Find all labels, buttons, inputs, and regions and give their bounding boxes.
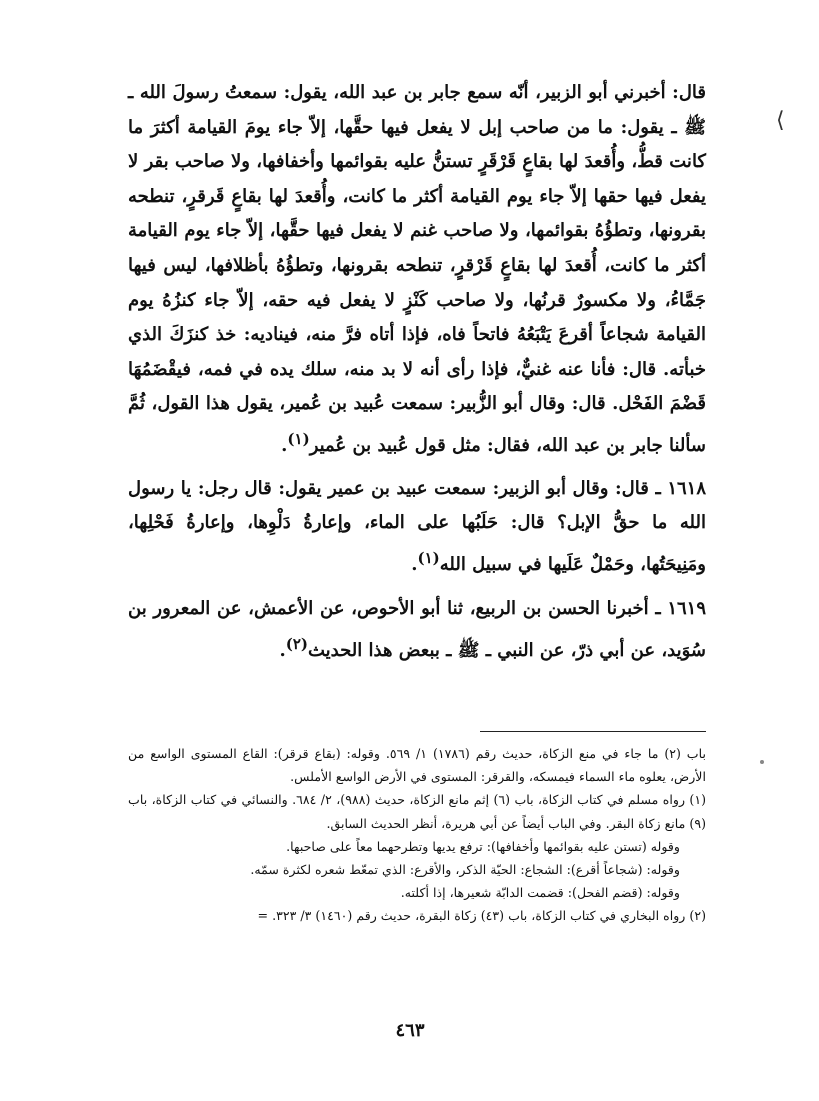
margin-bracket-mark: ⟨ <box>776 108 785 133</box>
margin-dot-mark <box>760 760 764 764</box>
footnote-ref: (٢) <box>285 634 308 653</box>
footnote-gloss-3: وقوله: (قضم الفحل): قضمت الدابّة شعيرها، إذا أكلته. <box>400 885 680 901</box>
footnote-gloss-2: وقوله: (شجاعاً أقرع): الشجاع: الحيّة الذكر، والأقرع: الذي تمعّط شعره لكثرة سمّه. <box>250 862 680 878</box>
paragraph-hadith-1619: ١٦١٩ ـ أخبرنا الحسن بن الربيع، ثنا أبو الأحوص، عن الأعمش، عن المعرور بن سُوَيد، عن أبي ذرّ، عن النبي ـ ﷺ ـ ببعض هذا الحديث$^{(٢)}$. <box>128 598 706 661</box>
paragraph-text: ١٦١٩ ـ أخبرنا الحسن بن الربيع، ثنا أبو الأحوص، عن الأعمش، عن المعرور بن سُوَيد، عن أبي ذرّ، عن النبي ـ ﷺ ـ ببعض هذا الحديث <box>128 598 706 661</box>
footnote-ref: (١) <box>287 429 310 448</box>
footnote-separator <box>480 731 706 732</box>
paragraph-text: قال: أخبرني أبو الزبير، أنّه سمع جابر بن عبد الله، يقول: سمعتُ رسولَ الله ـ ﷺ ـ يقول: ما من صاحب إبل لا يفعل فيها حقَّها، إلاّ جاء يومَ القيامة أكثرَ ما كانت قطُّ، وأُقعدَ لها بقاعٍ قَرْقَرٍ تستنُّ عليه بقوائمها وأخفافها، ولا صاحب بقر لا يفعل فيها حقها إلاّ جاء يوم القيامة أكثر ما كانت، وأُقعدَ لها بقاعٍ قَرقرٍ، تنطحه بقرونها، وتطؤُهُ بقوائمها، ولا صاحب غنم لا يفعل فيها حقَّها، إلاّ جاء يوم القيامة أكثر ما كانت، أُقعدَ لها بقاعٍ قَرْقرٍ، تنطحه بقرونها، وتطؤُهُ بأظلافها، ليس فيها جَمَّاءُ، ولا مكسورٌ قرنُها، ولا صاحب كَنْزٍ لا يفعل فيه حقه، إلاّ جاء كنزُهُ يوم القيامة شجاعاً أقرعَ يَتْبَعُهُ فاتحاً فاه، فإذا أتاه فرَّ منه، فيناديه: خذ كنزَكَ الذي خبأته. قال: فأنا عنه غنيٌّ، فإذا رأى أنه لا بد منه، سلك يده في فمه، فيقْضَمُهَا قَضْمَ الفَحْل. قال: وقال أبو الزُّبير: سمعت عُبيد بن عُمير، يقول هذا القول، ثُمَّ سألنا جابر بن عبد الله، فقال: مثل قول عُبيد بن عُمير <box>128 82 706 456</box>
footnote-2: (٢) رواه البخاري في كتاب الزكاة، باب (٤٣) زكاة البقرة، حديث رقم (١٤٦٠) ٣/ ٣٢٣. = <box>257 908 706 924</box>
footnote-gloss-1: وقوله (تستن عليه بقوائمها وأخفافها): ترفع يديها وتطرحهما معاً على صاحبها. <box>286 838 680 854</box>
main-text <box>128 76 706 669</box>
footnotes <box>128 742 706 928</box>
footnote-1: (١) رواه مسلم في كتاب الزكاة، باب (٦) إثم مانع الزكاة، حديث (٩٨٨)، ٢/ ٦٨٤. والنسائي في كتاب الزكاة، باب (٩) مانع زكاة البقر. وفي الباب أيضاً عن أبي هريرة، أنظر الحديث السابق. <box>128 792 707 831</box>
paragraph-hadith-continuation: قال: أخبرني أبو الزبير، أنّه سمع جابر بن عبد الله، يقول: سمعتُ رسولَ الله ـ ﷺ ـ يقول: ما من صاحب إبل لا يفعل فيها حقَّها، إلاّ جاء يومَ القيامة أكثرَ ما كانت قطُّ، وأُقعدَ لها بقاعٍ قَرْقَرٍ تستنُّ عليه بقوائمها وأخفافها، ولا صاحب بقر لا يفعل فيها حقها إلاّ جاء يوم القيامة أكثر ما كانت، وأُقعدَ لها بقاعٍ قَرقرٍ، تنطحه بقرونها، وتطؤُهُ بقوائمها، ولا صاحب غنم لا يفعل فيها حقَّها، إلاّ جاء يوم القيامة أكثر ما كانت، أُقعدَ لها بقاعٍ قَرْقرٍ، تنطحه بقرونها، وتطؤُهُ بأظلافها، ليس فيها جَمَّاءُ، ولا مكسورٌ قرنُها، ولا صاحب كَنْزٍ لا يفعل فيه حقه، إلاّ جاء كنزُهُ يوم القيامة شجاعاً أقرعَ يَتْبَعُهُ فاتحاً فاه، فإذا أتاه فرَّ منه، فيناديه: خذ كنزَكَ الذي خبأته. قال: فأنا عنه غنيٌّ، فإذا رأى أنه لا بد منه، سلك يده في فمه، فيقْضَمُهَا قَضْمَ الفَحْل. قال: وقال أبو الزُّبير: سمعت عُبيد بن عُمير، يقول هذا القول، ثُمَّ سألنا جابر بن عبد الله، فقال: مثل قول عُبيد بن عُمير$^{(١)}$. <box>128 82 706 456</box>
paragraph-text: ١٦١٨ ـ قال: وقال أبو الزبير: سمعت عبيد بن عمير يقول: قال رجل: يا رسول الله ما حقُّ الإبل؟ قال: حَلَبُها على الماء، وإعارةُ دَلْوِها، وإعارةُ فَحْلِها، ومَنِيحَتُها، وحَمْلٌ عَلَيها في سبيل الله <box>128 477 707 575</box>
footnote-continuation: باب (٢) ما جاء في منع الزكاة، حديث رقم (١٧٨٦) ١/ ٥٦٩. وقوله: (بقاع قرقر): القاع المستوى الواسع من الأرض، يعلوه ماء السماء فيمسكه، والقرقر: المستوى في الأرض الواسع الأملس. <box>128 746 706 785</box>
footnote-ref: (١) <box>417 548 440 567</box>
page-number: ٤٦٣ <box>395 1020 425 1041</box>
paragraph-hadith-1618: ١٦١٨ ـ قال: وقال أبو الزبير: سمعت عبيد بن عمير يقول: قال رجل: يا رسول الله ما حقُّ الإبل؟ قال: حَلَبُها على الماء، وإعارةُ دَلْوِها، وإعارةُ فَحْلِها، ومَنِيحَتُها، وحَمْلٌ عَلَيها في سبيل الله$^{(١)}$. <box>128 477 707 575</box>
